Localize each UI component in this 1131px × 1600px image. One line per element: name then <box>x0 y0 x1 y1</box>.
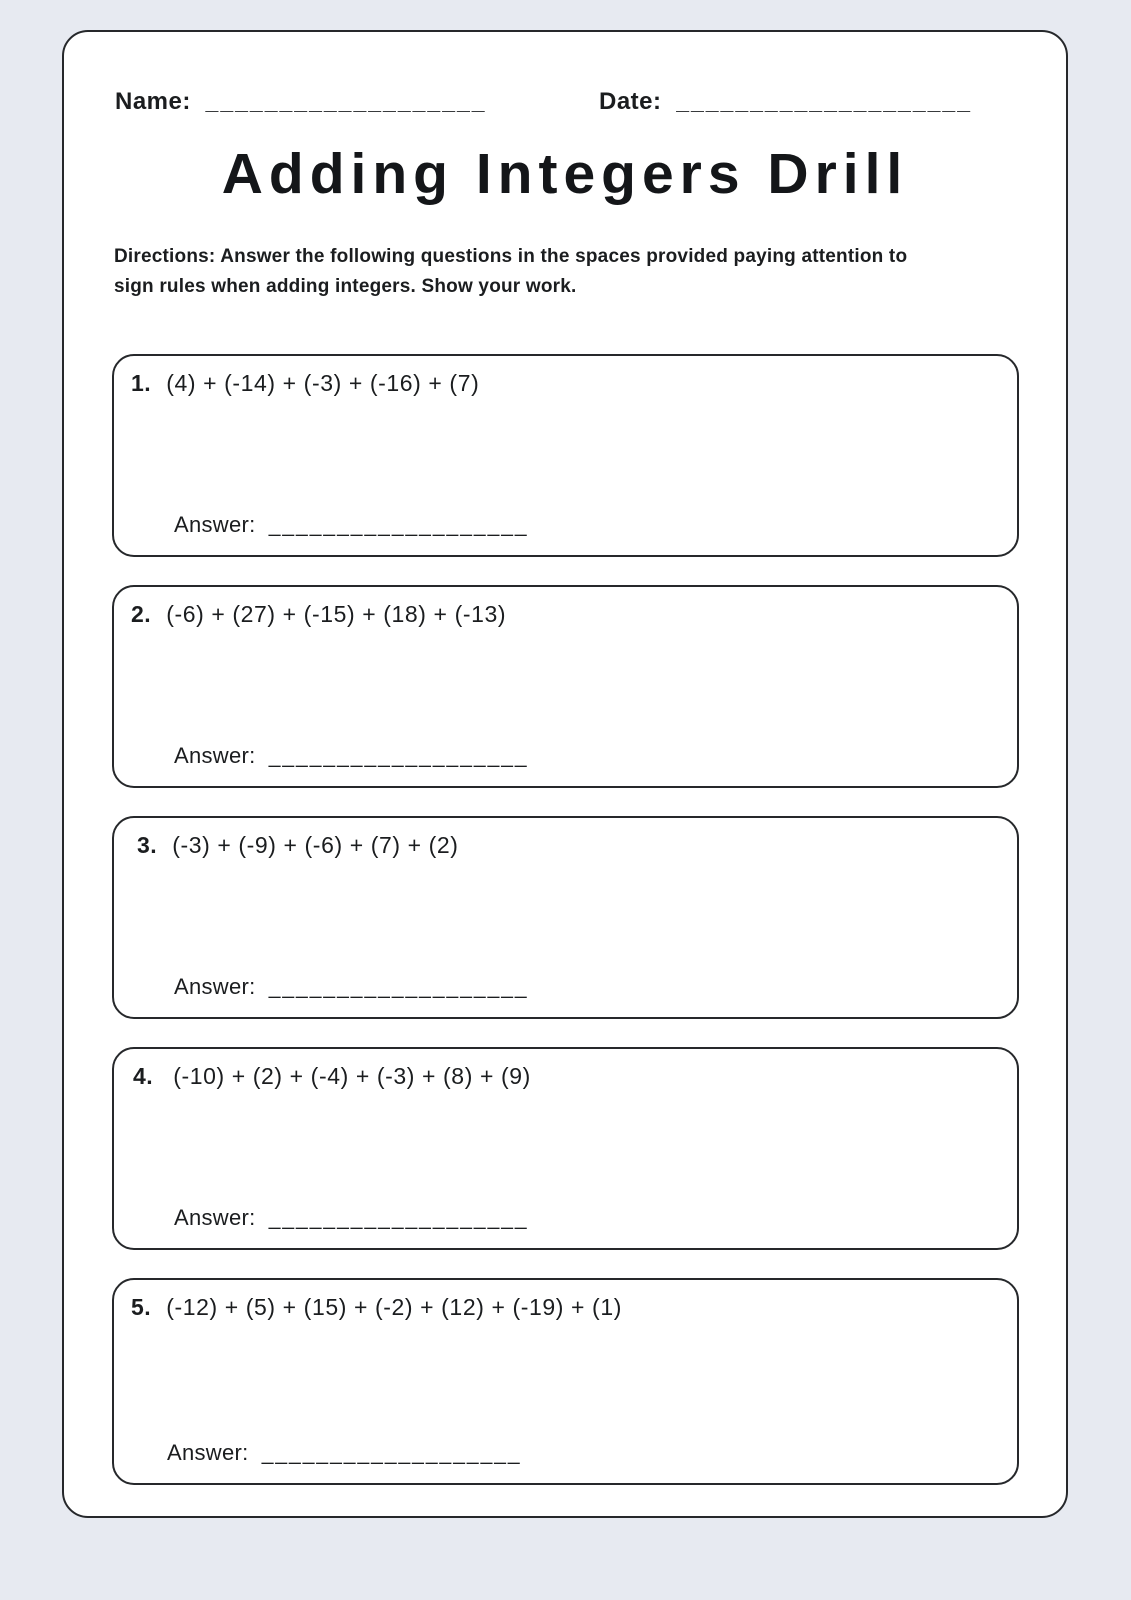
question-box-5 <box>112 1278 1019 1485</box>
answer-blank-line: ___________________ <box>268 976 529 999</box>
header <box>64 88 1066 128</box>
question-expression: (4) + (-14) + (-3) + (-16) + (7) <box>166 370 480 396</box>
question-box-2 <box>112 585 1019 788</box>
answer-blank-line: ___________________ <box>268 514 529 537</box>
date-label: Date: <box>599 88 662 115</box>
name-label: Name: <box>115 88 191 115</box>
answer-row <box>174 1205 529 1231</box>
answer-label: Answer: <box>174 1205 256 1230</box>
answer-label: Answer: <box>167 1440 249 1465</box>
question-row <box>114 1280 1017 1322</box>
date-field <box>599 88 972 116</box>
question-row <box>114 1049 1017 1091</box>
name-field <box>115 88 487 116</box>
date-blank-line: ____________________ <box>676 88 973 114</box>
question-row <box>114 356 1017 398</box>
question-row <box>114 587 1017 629</box>
question-expression: (-12) + (5) + (15) + (-2) + (12) + (-19) + (1) <box>166 1294 622 1320</box>
question-number: 3. <box>137 832 158 858</box>
question-number: 2. <box>131 601 152 627</box>
question-expression: (-10) + (2) + (-4) + (-3) + (8) + (9) <box>173 1063 531 1089</box>
answer-label: Answer: <box>174 974 256 999</box>
name-blank-line: ___________________ <box>205 88 487 114</box>
question-number: 5. <box>131 1294 152 1320</box>
answer-row <box>167 1440 522 1466</box>
answer-blank-line: ___________________ <box>268 1207 529 1230</box>
answer-label: Answer: <box>174 512 256 537</box>
answer-row <box>174 743 529 769</box>
question-box-1 <box>112 354 1019 557</box>
question-number: 4. <box>133 1063 154 1089</box>
answer-label: Answer: <box>174 743 256 768</box>
answer-blank-line: ___________________ <box>268 745 529 768</box>
directions-text: Directions: Answer the following questions in the spaces provided paying attention to sign rules when adding integers. Show your work. <box>114 246 908 297</box>
answer-row <box>174 512 529 538</box>
worksheet-paper <box>62 30 1068 1518</box>
question-row <box>114 818 1017 860</box>
question-box-3 <box>112 816 1019 1019</box>
question-box-4 <box>112 1047 1019 1250</box>
page-title: Adding Integers Drill <box>221 142 909 206</box>
question-expression: (-6) + (27) + (-15) + (18) + (-13) <box>166 601 507 627</box>
question-number: 1. <box>131 370 152 396</box>
answer-row <box>174 974 529 1000</box>
question-expression: (-3) + (-9) + (-6) + (7) + (2) <box>172 832 459 858</box>
answer-blank-line: ___________________ <box>261 1442 522 1465</box>
